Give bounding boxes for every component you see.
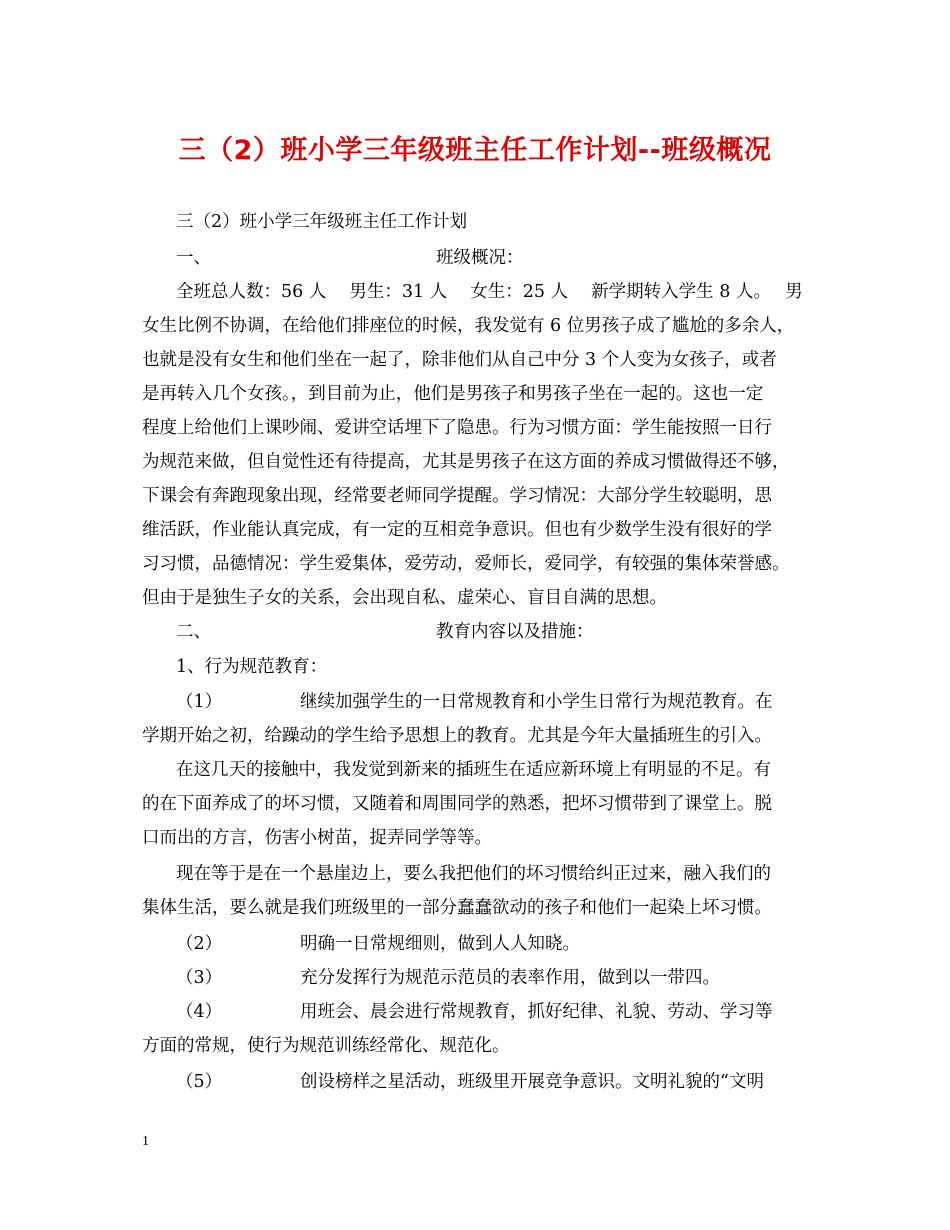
- list-item-text: 用班会、晨会进行常规教育，抓好纪律、礼貌、劳动、学习等: [300, 1002, 773, 1022]
- paragraph-line: 全班总人数：56 人 男生：31 人 女生：25 人 新学期转入学生 8 人。 男: [176, 282, 803, 302]
- list-item: [176, 1070, 866, 1094]
- list-item: [176, 690, 866, 714]
- paragraph-line: 口而出的方言，伤害小树苗，捉弄同学等等。: [142, 828, 492, 848]
- list-item: [176, 932, 866, 956]
- paragraph-line: 在这几天的接触中，我发觉到新来的插班生在适应新环境上有明显的不足。有: [176, 760, 771, 780]
- paragraph-line: 习习惯，品德情况：学生爱集体，爱劳动，爱师长，爱同学，有较强的集体荣誉感。: [142, 554, 790, 574]
- paragraph-line: 程度上给他们上课吵闹、爱讲空话埋下了隐患。行为习惯方面：学生能按照一日行: [142, 418, 772, 438]
- section-2-heading: [176, 620, 866, 644]
- section-title: 班级概况：: [436, 248, 524, 268]
- paragraph-line: 下课会有奔跑现象出现，经常要老师同学提醒。学习情况：大部分学生较聪明，思: [142, 486, 772, 506]
- paragraph-line: 维活跃，作业能认真完成，有一定的互相竞争意识。但也有少数学生没有很好的学: [142, 520, 772, 540]
- list-item-number: （5）: [176, 1072, 223, 1092]
- list-item: [176, 966, 866, 990]
- list-item-text: 充分发挥行为规范示范员的表率作用，做到以一带四。: [300, 968, 720, 988]
- section-1-heading: [176, 246, 866, 270]
- paragraph-line: 方面的常规，使行为规范训练经常化、规范化。: [142, 1036, 510, 1056]
- section-number: 二、: [176, 622, 211, 642]
- paragraph-line: 学期开始之初，给躁动的学生给予思想上的教育。尤其是今年大量插班生的引入。: [142, 726, 772, 746]
- list-item-text: 创设榜样之星活动，班级里开展竞争意识。文明礼貌的“文明: [300, 1072, 764, 1092]
- subsection-heading: 1、行为规范教育：: [176, 657, 328, 677]
- subtitle: 三（2）班小学三年级班主任工作计划: [176, 212, 468, 232]
- paragraph-line: 集体生活，要么就是我们班级里的一部分蠢蠢欲动的孩子和他们一起染上坏习惯。: [142, 898, 772, 918]
- paragraph-line: 也就是没有女生和他们坐在一起了，除非他们从自己中分 3 个人变为女孩子，或者: [142, 350, 777, 370]
- paragraph-line: 是再转入几个女孩。，到目前为止，他们是男孩子和男孩子坐在一起的。这也一定: [142, 384, 764, 404]
- section-title: 教育内容以及措施：: [436, 622, 594, 642]
- list-item: [176, 1000, 866, 1024]
- paragraph-line: 为规范来做，但自觉性还有待提高，尤其是男孩子在这方面的养成习惯做得还不够，: [142, 452, 790, 472]
- list-item-number: （2）: [176, 934, 223, 954]
- list-item-number: （3）: [176, 968, 223, 988]
- paragraph-line: 现在等于是在一个悬崖边上，要么我把他们的坏习惯给纠正过来，融入我们的: [176, 864, 771, 884]
- list-item-number: （4）: [176, 1002, 223, 1022]
- list-item-text: 继续加强学生的一日常规教育和小学生日常行为规范教育。在: [300, 692, 773, 712]
- list-item-text: 明确一日常规细则，做到人人知晓。: [300, 934, 580, 954]
- paragraph-line: 的在下面养成了的坏习惯，又随着和周围同学的熟悉，把坏习惯带到了课堂上。脱: [142, 794, 772, 814]
- page-number: 1: [142, 1134, 149, 1149]
- paragraph-line: 但由于是独生子女的关系，会出现自私、虚荣心、盲目自满的思想。: [142, 588, 667, 608]
- list-item-number: （1）: [176, 692, 223, 712]
- document-title: 三（2）班小学三年级班主任工作计划--班级概况: [178, 135, 772, 166]
- section-number: 一、: [176, 248, 211, 268]
- paragraph-line: 女生比例不协调，在给他们排座位的时候，我发觉有 6 位男孩子成了尴尬的多余人，: [142, 316, 795, 336]
